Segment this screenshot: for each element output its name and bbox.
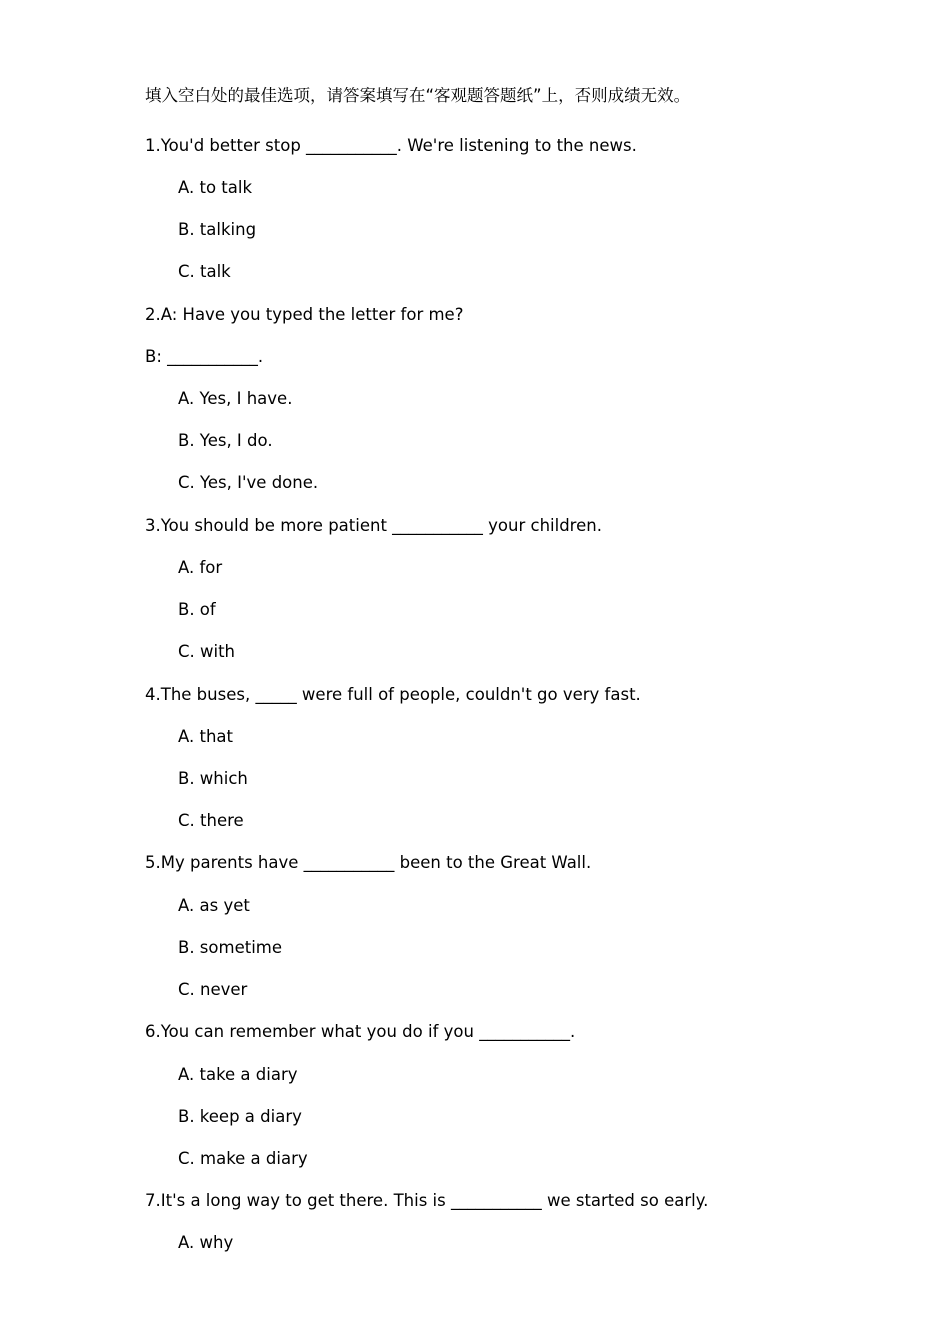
question-3-option-c: C. with: [178, 642, 236, 661]
question-4-option-a: A. that: [178, 727, 233, 746]
question-7-option-a: A. why: [178, 1233, 234, 1252]
question-5-option-a: A. as yet: [178, 896, 250, 915]
question-4-option-b: B. which: [178, 769, 248, 788]
question-1-stem: 1.You'd better stop ___________. We're listening to the news.: [145, 136, 637, 155]
question-1-option-b: B. talking: [178, 220, 257, 239]
question-5-option-b: B. sometime: [178, 938, 283, 957]
question-2-stem: 2.A: Have you typed the letter for me?: [145, 305, 464, 324]
question-5-option-c: C. never: [178, 980, 248, 999]
question-2-option-b: B. Yes, I do.: [178, 431, 273, 450]
question-2-stem-line-2: B: ___________.: [145, 347, 264, 366]
question-6-stem: 6.You can remember what you do if you ___________.: [145, 1022, 576, 1041]
question-4-stem: 4.The buses, _____ were full of people, couldn't go very fast.: [145, 685, 641, 704]
question-5-stem: 5.My parents have ___________ been to the Great Wall.: [145, 853, 592, 872]
question-7-stem: 7.It's a long way to get there. This is ___________ we started so early.: [145, 1191, 709, 1210]
question-4-option-c: C. there: [178, 811, 244, 830]
question-3-option-a: A. for: [178, 558, 223, 577]
question-2-option-a: A. Yes, I have.: [178, 389, 293, 408]
question-6-option-b: B. keep a diary: [178, 1107, 302, 1126]
instruction-text: 填入空白处的最佳选项，请答案填写在“客观题答题纸”上，否则成绩无效。: [145, 86, 691, 105]
question-1-option-a: A. to talk: [178, 178, 253, 197]
question-3-option-b: B. of: [178, 600, 216, 619]
question-6-option-c: C. make a diary: [178, 1149, 308, 1168]
question-6-option-a: A. take a diary: [178, 1065, 298, 1084]
question-3-stem: 3.You should be more patient ___________ your children.: [145, 516, 602, 535]
question-2-option-c: C. Yes, I've done.: [178, 473, 319, 492]
question-1-option-c: C. talk: [178, 262, 231, 281]
